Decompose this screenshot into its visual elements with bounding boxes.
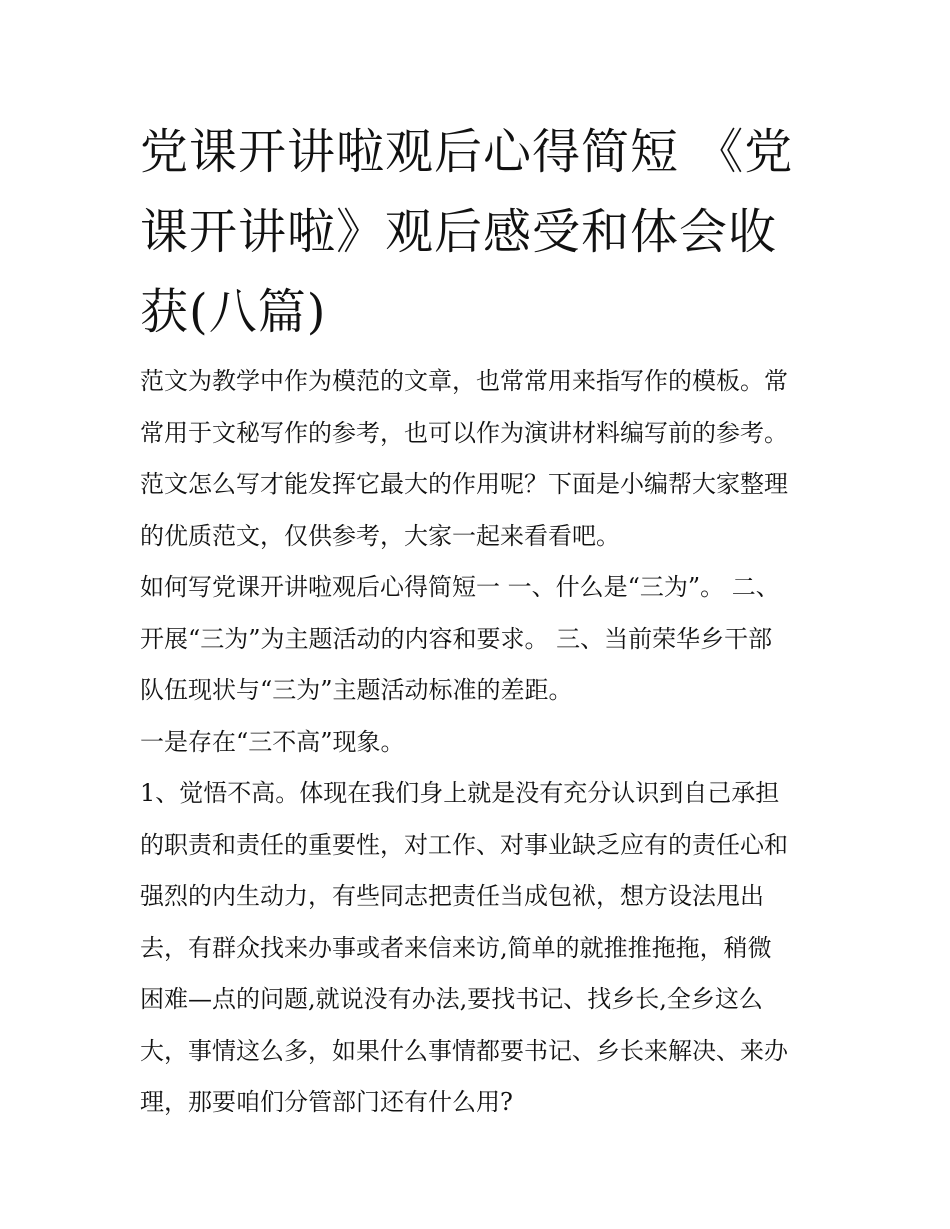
body-line: 开展“三为”为主题活动的内容和要求。 三、当前荣华乡干部	[140, 624, 773, 653]
body-line: 的职责和责任的重要性，对工作、对事业缺乏应有的责任心和	[140, 830, 788, 859]
body-line: 范文怎么写才能发挥它最大的作用呢？下面是小编帮大家整理	[140, 470, 788, 498]
title-line: 课开讲啦》观后感受和体会收	[140, 204, 778, 260]
body-line: 强烈的内生动力，有些同志把责任当成包袱，想方设法甩出	[140, 882, 764, 910]
body-line: 去，有群众找来办事或者来信来访,简单的就推推拖拖，稍微	[140, 933, 772, 962]
body-line: 如何写党课开讲啦观后心得简短一 一、什么是“三为”。 二、	[140, 573, 780, 601]
body-line: 范文为教学中作为模范的文章，也常常用来指写作的模板。常	[140, 367, 788, 395]
body-line: 1、觉悟不高。体现在我们身上就是没有充分认识到自己承担	[140, 779, 780, 807]
body-line: 大，事情这么多，如果什么事情都要书记、乡长来解决、来办	[140, 1036, 788, 1065]
document-title	[140, 112, 815, 352]
body-line: 理，那要咱们分管部门还有什么用?	[140, 1088, 513, 1116]
body-line: 困难—点的问题,就说没有办法,要找书记、找乡长,全乡这么	[140, 985, 763, 1013]
body-line: 队伍现状与“三为”主题活动标准的差距。	[140, 676, 573, 704]
body-line: 一是存在“三不高”现象。	[140, 727, 405, 756]
title-line: 党课开讲啦观后心得简短 《党	[140, 124, 794, 180]
title-line: 获(八篇)	[140, 284, 327, 340]
body-line: 的优质范文，仅供参考，大家一起来看看吧。	[140, 521, 620, 550]
document-body	[140, 356, 820, 1129]
body-line: 常用于文秘写作的参考，也可以作为演讲材料编写前的参考。	[140, 418, 788, 447]
